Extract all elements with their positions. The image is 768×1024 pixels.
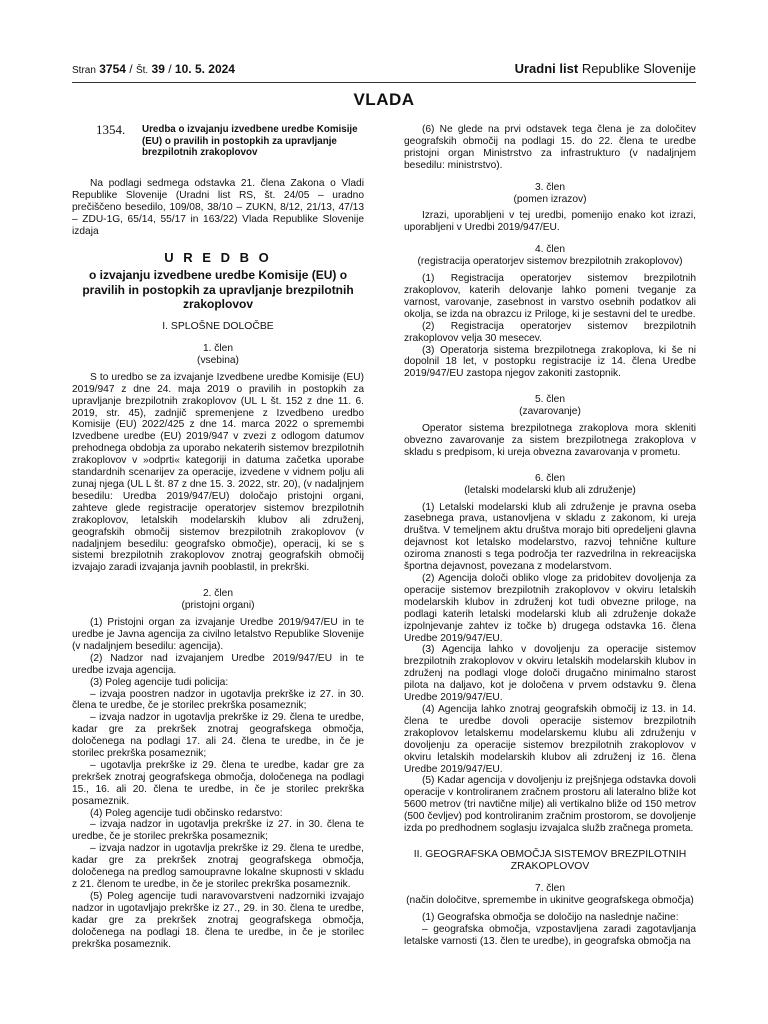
issue-number: 39	[151, 62, 165, 76]
article-2-paragraph-2: (2) Nadzor nad izvajanjem Uredbe 2019/947/EU in te uredbe izvaja agencija.	[72, 652, 364, 676]
article-6-paragraph-2: (2) Agencija določi obliko vloge za pridobitev dovoljenja za operacije sistemov brezpilotnih zrakoplovov v okviru letalskih modelarskih klubov in združenj kot tudi obvezne priloge, na podlagi katerih letalski modelarski klub ali združenje dokaže izpolnjevanje zahtev iz točke b) drugega odstavka 16. člena Uredbe 2019/947/EU.	[404, 573, 696, 644]
chapter-heading-1: I. SPLOŠNE DOLOČBE	[162, 321, 274, 333]
right-column	[404, 124, 696, 947]
article-4-paragraph-2: (2) Registracija operatorjev sistemov brezpilotnih zrakoplovov velja 30 mesecev.	[404, 320, 696, 344]
article-2-title: (pristojni organi)	[181, 600, 255, 612]
article-4-paragraph-3: (3) Operatorja sistema brezpilotnega zrakoplova, ki še ni dopolnil 18 let, v postopku registracije iz 14. člena Uredbe 2019/947/EU zastopa njegov zakoniti zastopnik.	[404, 344, 696, 380]
article-2-paragraph-4-item-2: – izvaja nadzor in ugotavlja prekrške iz 29. člena te uredbe, kadar gre za prekršek znotraj geografskega območja, določenega na predlog samoupravne lokalne skupnosti v skladu z 21. členom te uredbe, in če je storilec prekrška posameznik.	[72, 843, 364, 891]
issue-label: Št.	[135, 65, 149, 76]
article-1-paragraph: S to uredbo se za izvajanje Izvedbene uredbe Komisije (EU) 2019/947 z dne 24. maja 2019 o pravilih in postopkih za upravljanje brezpilotnih zrakoplovov (UL L št. 152 z dne 11. 6. 2019, str. 45), zadnjič spremenjene z Izvedbeno uredbo Komisije (EU) 2022/425 z dne 14. marca 2022 o spremembi Izvedbene uredbe (EU) 2019/947 v zvezi z odlogom datumov prehodnega obdobja za uporabo nekaterih sistemov brezpilotnih zrakoplovov v »odprti« kategoriji in datuma začetka uporabe standardnih scenarijev za operacije, izvedene v vidnem polju ali zunaj njega (UL L št. 87 z dne 15. 3. 2022, str. 20), (v nadaljnjem besedilu: Uredba 2019/947/EU) določajo pristojni organi, zahteve glede registracije operatorjev sistemov brezpilotnih zrakoplovov, letalskih modelarskih klubov ali združenj, geografskih območij sistemov brezpilotnih zrakoplovov (v nadaljnjem besedilu: geografsko območje), operacij, ki se s sistemi brezpilotnih zrakoplovov znotraj geografskih območij izvajajo zaradi izvajanja javnih pooblastil, in prekrški.	[72, 371, 364, 574]
article-2-paragraph-3: (3) Poleg agencije tudi policija:	[90, 676, 229, 688]
preamble: Na podlagi sedmega odstavka 21. člena Zakona o Vladi Republike Slovenije (Uradni list RS, št. 24/05 – uradno prečiščeno besedilo, 109/08, 38/10 – ZUKN, 8/12, 21/13, 47/13 – ZDU-1G, 65/14, 55/17 in 163/22) Vlada Republike Slovenije izdaja	[72, 178, 364, 237]
article-3-number: 3. člen	[534, 181, 565, 193]
article-2-paragraph-3-item-1: – izvaja poostren nadzor in ugotavlja prekrške iz 27. in 30. člena te uredbe, če je storilec prekrška posameznik;	[72, 688, 364, 712]
journal-name-bold: Uradni list	[514, 61, 579, 76]
article-6-paragraph-4: (4) Agencija lahko znotraj geografskih območij iz 13. in 14. člena te uredbe dovoli operacije sistemov brezpilotnih zrakoplovov letalskemu modelarskemu klubu ali združenju v dovoljenju za operacije sistemov brezpilotnih zrakoplovov v okviru letalskih modelarskih klubov ali združenj iz 16. člena Uredbe 2019/947/EU.	[404, 703, 696, 775]
page-header-left: Stran 3754 / Št. 39 / 10. 5. 2024	[72, 62, 235, 76]
article-4-title: (registracija operatorjev sistemov brezpilotnih zrakoplovov)	[417, 256, 683, 268]
journal-name-rest: Republike Slovenije	[581, 61, 696, 76]
article-6-paragraph-5: (5) Kadar agencija v dovoljenju iz prejšnjega odstavka dovoli operacije v kontroliranem zračnem prostoru ali lateralno bliže kot 5600 metrov (tri navtične milje) ali vertikalno bliže od 150 metrov (500 čevljev) pod kontroliranim zračnim prostorom, se dovoljenje izda po predhodnem soglasju izvajalca služb zračnega prometa.	[404, 775, 696, 835]
article-3-title: (pomen izrazov)	[513, 193, 587, 205]
article-2-paragraph-6: (6) Ne glede na prvi odstavek tega člena je za določitev geografskih območij na podlagi 15. do 22. člena te uredbe pristojni organ Ministrstvo za infrastrukturo (v nadaljnjem besedilu: ministrstvo).	[404, 124, 696, 171]
decree-heading: U R E D B O	[164, 249, 272, 265]
page-label: Stran	[72, 65, 96, 76]
chapter-heading-2: II. GEOGRAFSKA OBMOČJA SISTEMOV BREZPILOTNIH ZRAKOPLOVOV	[413, 848, 687, 872]
section-title: VLADA	[353, 90, 415, 109]
article-5-number: 5. člen	[534, 394, 565, 406]
decree-subtitle: o izvajanju izvedbene uredbe Komisije (EU) o pravilih in postopkih za upravljanje brezpilotnih zrakoplovov	[82, 268, 354, 311]
article-5-title: (zavarovanje)	[519, 406, 581, 418]
article-2-paragraph-3-item-3: – ugotavlja prekrške iz 29. člena te uredbe, kadar gre za prekršek znotraj geografskega območja, določenega na podlagi 15., 16. ali 20. člena te uredbe, in če je storilec prekrška posameznik.	[72, 759, 364, 807]
act-title: Uredba o izvajanju izvedbene uredbe Komisije (EU) o pravilih in postopkih za upravljanje brezpilotnih zrakoplovov	[142, 124, 358, 158]
article-2-paragraph-3-item-2: – izvaja nadzor in ugotavlja prekrške iz 29. člena te uredbe, kadar gre za prekršek znotraj geografskega območja, določenega na podlagi 17. ali 24. člena te uredbe, in če je storilec prekrška posameznik;	[72, 712, 364, 760]
article-2-paragraph-4: (4) Poleg agencije tudi občinsko redarstvo:	[90, 807, 283, 819]
article-7-title: (način določitve, spremembe in ukinitve geografskega območja)	[406, 894, 694, 906]
article-7-paragraph-1: (1) Geografska območja se določijo na naslednje načine:	[422, 911, 679, 923]
issue-date: 10. 5. 2024	[174, 62, 235, 76]
header-divider	[72, 82, 696, 83]
article-2-number: 2. člen	[202, 588, 233, 600]
article-3-paragraph: Izrazi, uporabljeni v tej uredbi, pomenijo enako kot izrazi, uporabljeni v Uredbi 2019/947/EU.	[404, 210, 696, 234]
page-number: 3754	[99, 62, 126, 76]
article-5-paragraph: Operator sistema brezpilotnega zrakoplova mora skleniti obvezno zavarovanje za sistem brezpilotnega zrakoplova v skladu s predpisom, ki ureja obvezna zavarovanja v prometu.	[404, 423, 696, 458]
page-header	[72, 60, 696, 80]
left-column	[72, 124, 364, 950]
act-number: 1354.	[96, 122, 126, 137]
article-2-paragraph-1: (1) Pristojni organ za izvajanje Uredbe 2019/947/EU in te uredbe je Javna agencija za civilno letalstvo Republike Slovenije (v nadaljnjem besedilu: agencija).	[72, 617, 364, 652]
article-7-number: 7. člen	[534, 882, 565, 894]
article-1-number: 1. člen	[202, 343, 233, 355]
article-6-paragraph-3: (3) Agencija lahko v dovoljenju za operacije sistemov brezpilotnih zrakoplovov v okviru letalskih modelarskih klubov in združenj na podlagi vloge določi drugačno minimalno starost pilota na daljavo, kot je določena v prvem odstavku 9. člena Uredbe 2019/947/EU.	[404, 644, 696, 704]
article-6-number: 6. člen	[534, 472, 565, 484]
article-2-paragraph-5: (5) Poleg agencije tudi naravovarstveni nadzorniki izvajajo nadzor in ugotavljajo prekrške iz 27., 29. in 30. člena te uredbe, kadar gre za prekršek znotraj geografskega območja, določenega na podlagi 18. člena te uredbe, in če je storilec prekrška posameznik.	[72, 890, 364, 950]
article-4-paragraph-1: (1) Registracija operatorjev sistemov brezpilotnih zrakoplovov, katerih delovanje lahko pomeni tveganje za varnost, varovanje, zasebnost in varstvo osebnih podatkov ali okolja, se izda na obrazcu iz Priloge, ki je sestavni del te uredbe.	[404, 273, 696, 320]
article-6-paragraph-1: (1) Letalski modelarski klub ali združenje je pravna oseba zasebnega prava, ustanovljena v skladu z zakonom, ki ureja društva. V temeljnem aktu društva morajo biti opredeljeni glavna dejavnost kot letalsko modelarstvo, razvoj tehnične kulture oziroma znanosti s tega področja ter razvedrilna in rekreacijska športna dejavnost, povezana z modelarstvom.	[404, 501, 696, 573]
article-6-title: (letalski modelarski klub ali združenje)	[464, 484, 636, 496]
journal-name	[515, 61, 696, 76]
act-heading	[72, 124, 364, 164]
article-4-number: 4. člen	[534, 244, 565, 256]
article-1-title: (vsebina)	[197, 354, 239, 366]
article-7-paragraph-1-item-1: – geografska območja, vzpostavljena zaradi zagotavljanja letalske varnosti (13. člen te uredbe), in geografska območja na	[404, 923, 696, 947]
article-2-paragraph-4-item-1: – izvaja nadzor in ugotavlja prekrške iz 27. in 30. člena te uredbe, če je storilec prekrška posameznik;	[72, 819, 364, 843]
